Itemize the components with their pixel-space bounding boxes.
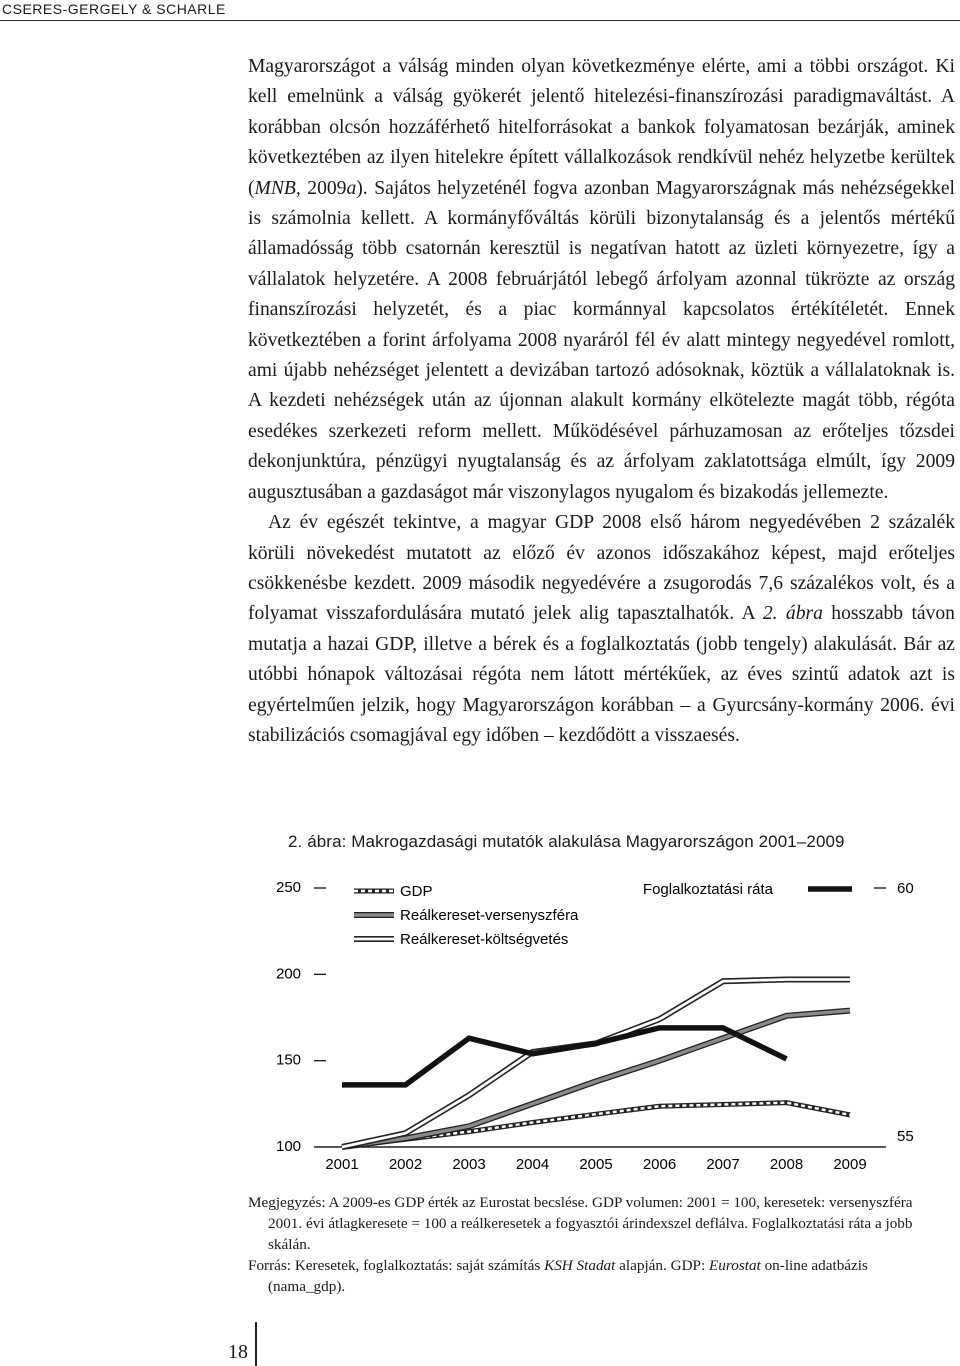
- x-tick-label: 2009: [833, 1156, 867, 1173]
- page-number: 18: [228, 1341, 248, 1363]
- x-tick-label: 2005: [579, 1156, 613, 1173]
- x-tick-label: 2008: [769, 1156, 804, 1173]
- y2-tick-label: 60: [897, 880, 914, 897]
- italic-run: a: [346, 177, 357, 199]
- figure-title: 2. ábra: Makrogazdasági mutatók alakulása Magyarországon 2001–2009: [288, 832, 845, 851]
- x-tick-label: 2001: [325, 1156, 359, 1173]
- margin-rule: [255, 1322, 257, 1366]
- italic-run: MNB,: [254, 177, 301, 199]
- paragraph: [248, 508, 955, 751]
- legend-label-right: Foglalkoztatási ráta: [642, 881, 773, 898]
- x-tick-label: 2002: [388, 1156, 423, 1173]
- x-tick-label: 2003: [452, 1156, 486, 1173]
- x-tick-label: 2007: [706, 1156, 740, 1173]
- legend-label: GDP: [400, 883, 433, 900]
- text-run: 2009: [300, 177, 347, 199]
- text-run: hosszabb távon mutatja a hazai GDP, illetve a bérek és a foglalkoztatás (jobb tengely) alakulását. Bár az utóbbi hónapok változásai régóta nem látott mértékűek, az éves szintű adatok azt is egyértelműen jelzik, hogy Magyarországon korábban – a Gyurcsány-kormány 2006. évi stabilizációs csomagjával egy időben – kezdődött a visszaesés.: [248, 603, 955, 746]
- italic-run: Eurostat: [709, 1257, 761, 1274]
- note-line: [248, 1192, 948, 1255]
- x-tick-label: 2004: [515, 1156, 550, 1173]
- legend-label: Reálkereset-költségvetés: [400, 931, 569, 948]
- italic-run: KSH Stadat: [544, 1257, 616, 1274]
- koltsegvetes-series-outline: [342, 980, 850, 1147]
- note-line: [248, 1255, 948, 1297]
- y-tick-label: 150: [276, 1051, 302, 1069]
- text-run: ). Sajátos helyzeténél fogva azonban Magyarországnak más nehézségekkel is számolnia kellett. A kormányfőváltás körüli bizonytalanság és a jelentős mértékű államadósság több csatornán keresztül is negatívan hatott az üzleti környezetre, így a vállalatok helyzetére. A 2008 februárjától lebegő árfolyam azonnal tükrözte az ország finanszírozási helyzetét, és a piac kormánnyal kapcsolatos értékítéletét. Ennek következtében a forint árfolyama 2008 nyaráról fél év alatt mintegy negyedével romlott, ami újabb nehézséget jelentett a devizában tartozó adósoknak, köztük a vállalatoknak is. A kezdeti nehézségek után az újonnan alakult kormány elkötelezte magát több, régóta esedékes szerkezeti reform mellett. Működésével párhuzamosan az erőteljes tőzsdei dekonjunktúra, pénzügyi nyugtalanság és az árfolyam zaklatottsága elmúlt, így 2009 augusztusában a gazdaságot már viszonylagos nyugalom és bizakodás jellemezte.: [248, 177, 955, 503]
- text-run: Forrás: Keresetek, foglalkoztatás: saját számítás: [248, 1257, 545, 1274]
- italic-run: 2. ábra: [762, 603, 823, 625]
- text-run: Megjegyzés: A 2009-es GDP érték az Eurostat becslése. GDP volumen: 2001 = 100, keresetek: versenyszféra 2001. évi átlagkeresete = 100 a reálkeresetek a fogyasztói árindexszel deflálva. Foglalkoztatási ráta a jobb skálán.: [248, 1194, 913, 1253]
- paragraph: [248, 52, 955, 508]
- x-tick-label: 2006: [642, 1156, 677, 1173]
- text-run: Az év egészét tekintve, a magyar GDP 2008 első három negyedévében 2 százalék körüli növekedést mutatott az előző év azonos időszakához képest, majd erőteljes csökkenésbe kezdett. 2009 második negyedévére a zsugorodás 7,6 százalékos volt, és a folyamat visszafordulására mutató jelek alig tapasztalhatók. A: [248, 512, 955, 625]
- running-head: CSERES-GERGELY & SCHARLE: [0, 0, 960, 21]
- y-tick-label: 100: [276, 1138, 302, 1155]
- line-chart: [248, 870, 948, 1180]
- y-tick-label: 250: [276, 879, 302, 896]
- body-text: [248, 52, 955, 751]
- text-run: alapján. GDP:: [615, 1257, 710, 1274]
- legend-label: Reálkereset-versenyszféra: [400, 907, 579, 924]
- text-run: on-line adatbázis (nama_gdp).: [268, 1257, 868, 1295]
- text-run: Magyarországot a válság minden olyan következménye elérte, ami a többi országot. Ki kell emelnünk a válság gyökerét jelentő hitelezési-finanszírozási paradigmaváltást. A korábban olcsón hozzáférhető hitelforrásokat a bankok folyamatosan bezárják, aminek következtében az ilyen hitelekre épített vállalkozások rendkívül nehéz helyzetbe kerültek (: [248, 56, 955, 199]
- y-tick-label: 200: [276, 965, 302, 983]
- koltsegvetes-series-line: [342, 980, 850, 1147]
- figure-notes: [248, 1192, 948, 1297]
- y2-tick-label: 55: [897, 1128, 914, 1145]
